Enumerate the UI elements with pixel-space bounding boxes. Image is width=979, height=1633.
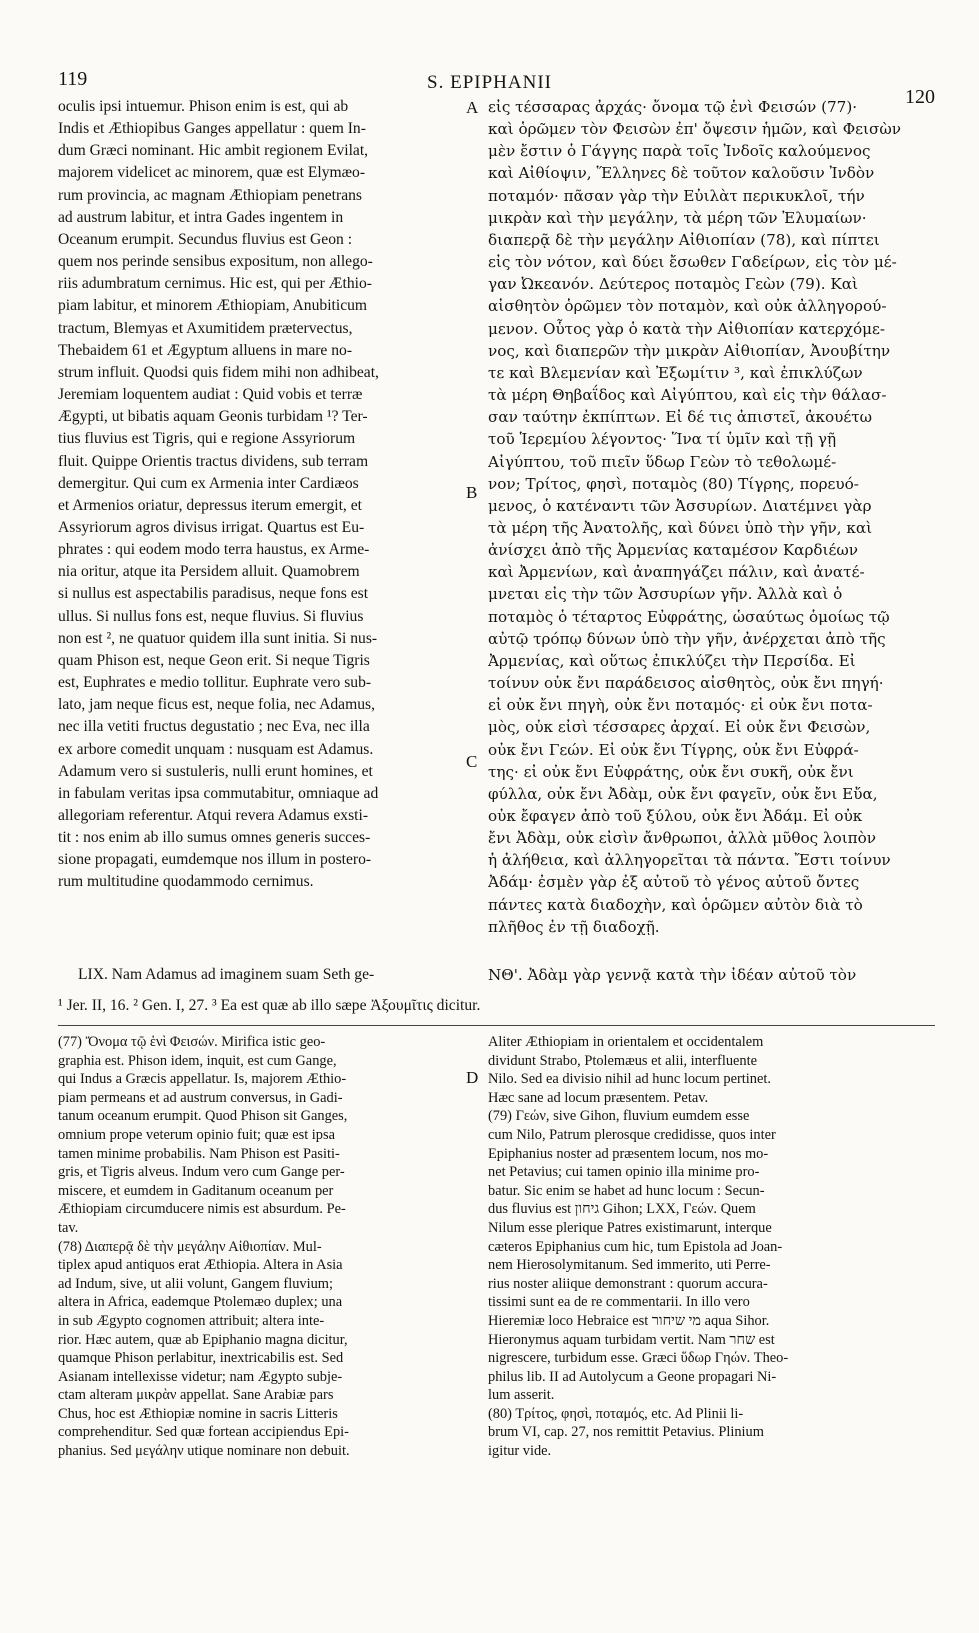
greek-text-line: διαπερᾷ δὲ τὴν μεγάλην Αἰθιοπίαν (78), καὶ πίπτει bbox=[488, 230, 880, 249]
latin-text-line: piam labitur, et minorem Æthiopiam, Anubiticum bbox=[58, 297, 368, 315]
latin-text-line: riis adumbratum cernimus. Hic est, qui per Æthio- bbox=[58, 275, 372, 293]
note-text-line: rius noster aliique demonstrant : quorum accura- bbox=[488, 1275, 768, 1292]
note-text-line: qui Indus a Græcis appellatur. Is, majorem Æthio- bbox=[58, 1071, 347, 1088]
latin-text-line: Thebaidem 61 et Ægyptum alluens in mare no- bbox=[58, 341, 353, 359]
note-text-line: Asianam intellexisse videtur; nam Ægypto subje- bbox=[58, 1368, 343, 1385]
latin-text-line: si nullus est aspectabilis paradisus, neque fons est bbox=[58, 585, 369, 603]
latin-text-line: nia oritur, atque ita Persidem alluit. Quamobrem bbox=[58, 563, 360, 581]
latin-text-line: lato, jam neque ficus est, neque folia, nec Adamus, bbox=[58, 696, 375, 714]
note-text-line: lum asserit. bbox=[488, 1387, 555, 1404]
note-text-line: Nilum esse plerique Patres existimarunt, interque bbox=[488, 1219, 772, 1236]
note-text-line: (79) Γεών, sive Gihon, fluvium eumdem esse bbox=[488, 1108, 750, 1125]
latin-text-line: sione propagati, eumdemque nos illum in postero- bbox=[58, 851, 372, 869]
greek-text-line: μὲν ἔστιν ὁ Γάγγης παρὰ τοῖς Ἰνδοῖς καλούμενος bbox=[488, 142, 871, 161]
latin-text-line: non est ², ne quatuor quidem illa sunt initia. Si nus- bbox=[58, 629, 378, 647]
latin-text-line: fluit. Quippe Orientis tractus dividens, sub terram bbox=[58, 452, 369, 470]
note-text-line: batur. Sic enim se habet ad hunc locum : Secun- bbox=[488, 1182, 765, 1199]
greek-text-line: της· εἰ οὐκ ἔνι Εὐφράτης, οὐκ ἔνι συκῆ, οὐκ ἔνι bbox=[488, 762, 854, 781]
latin-text-line: quem nos perinde sensibus expositum, non allego- bbox=[58, 253, 373, 271]
greek-text-line: Ἀρμενίας, καὶ οὕτως ἐπικλύζει τὴν Περσίδα. Εἰ bbox=[488, 651, 856, 670]
note-text-line: Aliter Æthiopiam in orientalem et occidentalem bbox=[488, 1034, 764, 1050]
notes-divider bbox=[58, 1025, 935, 1026]
note-text-line: tav. bbox=[58, 1219, 79, 1236]
greek-text-line: νον; Τρίτος, φησὶ, ποταμὸς (80) Τίγρης, πορευό- bbox=[488, 474, 859, 493]
margin-letter-c: C bbox=[466, 752, 478, 771]
greek-text-line: τὰ μέρη τῆς Ἀνατολῆς, καὶ δύνει ὑπὸ τὴν γῆν, καὶ bbox=[488, 518, 873, 537]
notes-left-column bbox=[58, 1033, 458, 1461]
note-text-line: ctam alteram μικρὰν appellat. Sane Arabiæ pars bbox=[58, 1387, 334, 1404]
running-head: S. EPIPHANII bbox=[427, 72, 552, 93]
greek-text-line: σαν ταύτην ἐκπίπτων. Εἰ δέ τις ἀπιστεῖ, ἀκουέτω bbox=[488, 408, 872, 427]
note-text-line: Epiphanius noster ad præsentem locum, nos mo- bbox=[488, 1145, 769, 1162]
latin-text-line: rum multitudine quodammodo cernimus. bbox=[58, 873, 314, 891]
greek-text-line: πάντες κατὰ διαδοχὴν, καὶ ὁρῶμεν αὐτὸν διὰ τὸ bbox=[488, 895, 863, 914]
note-text-line: philus lib. II ad Autolycum a Geone propagari Ni- bbox=[488, 1368, 777, 1385]
greek-text-line: τοίνυν οὐκ ἔνι παράδεισος αἰσθητὸς, οὐκ ἔνι πηγή· bbox=[488, 674, 884, 693]
note-text-line: miscere, et eumdem in Gaditanum oceanum per bbox=[58, 1182, 334, 1199]
note-text-line: igitur vide. bbox=[488, 1443, 552, 1460]
greek-text-line: εἰς τέσσαρας ἀρχάς· ὄνομα τῷ ἑνὶ Φεισών (77)· bbox=[488, 98, 858, 116]
note-text-line: (77) Ὄνομα τῷ ἑνὶ Φεισών. Mirifica istic geo- bbox=[58, 1034, 326, 1050]
greek-text-line: Αἰγύπτου, τοῦ πιεῖν ὕδωρ Γεὼν τὸ τεθολωμέ- bbox=[488, 452, 837, 471]
note-text-line: (78) Διαπερᾷ δὲ τὴν μεγάλην Αἰθιοπίαν. Mul- bbox=[58, 1238, 322, 1255]
greek-text-line: μνεται εἰς τὴν τῶν Ἀσσυρίων γῆν. Ἀλλὰ καὶ ὁ bbox=[488, 585, 843, 604]
note-text-line: Hæc sane ad locum præsentem. Petav. bbox=[488, 1089, 709, 1106]
note-text-line: altera in Africa, eademque Ptolemæo duplex; una bbox=[58, 1294, 343, 1311]
greek-text-line: καὶ ὁρῶμεν τὸν Φεισὼν ἐπ' ὄψεσιν ἡμῶν, καὶ Φεισὼν bbox=[488, 120, 901, 139]
latin-text-line: et Armenios oriatur, depressus iterum emergit, et bbox=[58, 496, 362, 514]
note-text-line: dividunt Strabo, Ptolemæus et alii, interfluente bbox=[488, 1052, 757, 1069]
latin-text-line: Ægypti, ut bibatis aquam Geonis turbidam ¹? Ter- bbox=[58, 408, 368, 426]
latin-text-line: tius fluvius est Tigris, qui e regione Assyriorum bbox=[58, 430, 356, 448]
note-text-line: piam permeans et ad austrum conversus, in Gadi- bbox=[58, 1089, 343, 1106]
note-text-line: Chus, hoc est Æthiopiæ nomine in sacris Litteris bbox=[58, 1405, 338, 1422]
latin-text-line: strum influit. Quodsi quis fidem mihi non adhibeat, bbox=[58, 363, 379, 381]
note-text-line: Hieremiæ loco Hebraice est מי שיחור aqua Sihor. bbox=[488, 1312, 770, 1329]
latin-text-line: phrates : qui eodem modo terra haustus, ex Arme- bbox=[58, 541, 370, 559]
note-text-line: quamque Phison perlabitur, inextricabilis est. Sed bbox=[58, 1350, 344, 1367]
latin-text-line: demergitur. Qui cum ex Armenia inter Cardiæos bbox=[58, 474, 359, 492]
greek-text-line: καὶ Ἀρμενίων, καὶ ἀναπηγάζει πάλιν, καὶ ἀνατέ- bbox=[488, 563, 865, 582]
note-text-line: graphia est. Phison idem, inquit, est cum Gange, bbox=[58, 1052, 337, 1069]
greek-text-line: καὶ Αἰθίοψιν, Ἕλληνες δὲ τοῦτον καλοῦσιν Ἰνδὸν bbox=[488, 164, 875, 183]
note-text-line: phanius. Sed μεγάλην utique nominare non debuit. bbox=[58, 1443, 350, 1460]
latin-text-line: est, Euphrates e medio tollitur. Euphrate vero sub- bbox=[58, 674, 372, 692]
note-text-line: rior. Hæc autem, quæ ab Epiphanio magna dicitur, bbox=[58, 1331, 348, 1348]
latin-text-line: Adamum vero si sustuleris, nulli erunt homines, et bbox=[58, 762, 373, 780]
note-text-line: tiplex apud antiquos erat Æthiopia. Altera in Asia bbox=[58, 1257, 343, 1274]
greek-text-line: ποταμόν· πᾶσαν γὰρ τὴν Εὐιλὰτ περικυκλοῖ, τήν bbox=[488, 186, 865, 205]
margin-letter-b: B bbox=[466, 483, 478, 502]
note-text-line: gris, et Tigris alveus. Indum vero cum Gange per- bbox=[58, 1164, 345, 1181]
note-text-line: dus fluvius est גיחון Gihon; LXX, Γεών. Quem bbox=[488, 1201, 756, 1218]
greek-text-line: αὐτῷ τρόπῳ δύνων ὑπὸ τὴν γῆν, ἀνέρχεται ἀπὸ τῆς bbox=[488, 629, 886, 648]
greek-text-line: μενος, ὁ κατέναντι τῶν Ἀσσυρίων. Διατέμνει γὰρ bbox=[488, 496, 872, 515]
latin-text-line: Assyriorum agros divisus irrigat. Quartus est Eu- bbox=[58, 518, 365, 536]
latin-text-line: tractum, Blemyas et Axumitidem prætervectus, bbox=[58, 319, 353, 337]
latin-text-line: nec illa vetiti fructus degustatio ; nec Eva, nec illa bbox=[58, 718, 370, 736]
latin-text-line: majorem videlicet ac minorem, quæ est Elymæo- bbox=[58, 164, 366, 182]
greek-text-line: μικρὰν καὶ τὴν μεγάλην, τὰ μέρη τῶν Ἐλυμαίων· bbox=[488, 208, 867, 227]
note-text-line: tissimi sunt ea de re commentarii. In illo vero bbox=[488, 1294, 750, 1311]
latin-text-line: ullus. Si nullus fons est, neque fluvius. Si fluvius bbox=[58, 607, 364, 625]
latin-section-lix: LIX. Nam Adamus ad imaginem suam Seth ge- bbox=[78, 966, 375, 983]
greek-text-line: ποταμὸς ὁ τέταρτος Εὐφράτης, ὡσαύτως ὁμοίως τῷ bbox=[488, 607, 890, 626]
greek-text-line: ἡ ἀλήθεια, καὶ ἀλληγορεῖται τὰ πάντα. Ἔστι τοίνυν bbox=[488, 851, 891, 870]
note-text-line: nem Hierosolymitanum. Sed immerito, uti Perre- bbox=[488, 1257, 771, 1274]
latin-text-line: quam Phison est, neque Geon erit. Si neque Tigris bbox=[58, 651, 370, 669]
note-text-line: omnium prope veterum opinio fuit; quæ est ipsa bbox=[58, 1126, 335, 1143]
greek-text-line: μενον. Οὗτος γὰρ ὁ κατὰ τὴν Αἰθιοπίαν κατερχόμε- bbox=[488, 319, 886, 338]
latin-text-line: Oceanum erumpit. Secundus fluvius est Geon : bbox=[58, 230, 353, 248]
greek-text-line: πλῆθος ἐν τῇ διαδοχῇ. bbox=[488, 917, 660, 936]
greek-text-line: τε καὶ Βλεμενίαν καὶ Ἐξωμίτιν ³, καὶ ἐπικλύζων bbox=[488, 363, 863, 382]
note-text-line: Æthiopiam circumducere nimis est absurdum. Pe- bbox=[58, 1201, 346, 1218]
note-text-line: nigrescere, turbidum esse. Græci ὕδωρ Γηών. Theo- bbox=[488, 1350, 789, 1367]
note-text-line: (80) Τρίτος, φησὶ, ποταμός, etc. Ad Plinii li- bbox=[488, 1405, 744, 1422]
latin-text-line: in fabulam veritas ipsa commutabitur, omniaque ad bbox=[58, 784, 379, 802]
note-text-line: net Petavius; cui tamen opinio illa minime pro- bbox=[488, 1164, 760, 1181]
greek-text-line: ἀνίσχει ἀπὸ τῆς Ἀρμενίας καταμέσον Καρδιέων bbox=[488, 541, 858, 560]
greek-text-line: τὰ μέρη Θηβαΐδος καὶ Αἰγύπτου, καὶ εἰς τὴν θάλασ- bbox=[488, 386, 887, 405]
note-text-line: brum VI, cap. 27, nos remittit Petavius. Plinium bbox=[488, 1424, 764, 1441]
greek-text-line: φύλλα, οὐκ ἔνι Ἀδὰμ, οὐκ ἔνι φαγεῖν, οὐκ ἔνι Εὔα, bbox=[488, 784, 878, 803]
latin-text-line: tit : nos enim ab illo sumus omnes generis succes- bbox=[58, 829, 371, 847]
note-text-line: ad Indum, sive, ut alii volunt, Gangem fluvium; bbox=[58, 1275, 333, 1292]
margin-letter-a: A bbox=[466, 98, 479, 117]
greek-main-column bbox=[488, 96, 912, 938]
footnote-references: ¹ Jer. II, 16. ² Gen. I, 27. ³ Ea est quæ ab illo sæpe Ἀξουμῖτις dicitur. bbox=[58, 997, 481, 1014]
note-text-line: Nilo. Sed ea divisio nihil ad hunc locum pertinet. bbox=[488, 1071, 771, 1088]
note-text-line: cæteros Epiphanius cum hic, tum Epistola ad Joan- bbox=[488, 1238, 783, 1255]
greek-text-line: οὐκ ἔφαγεν ἀπὸ τοῦ ξύλου, οὐκ ἔνι Ἀδάμ. Εἰ οὐκ bbox=[488, 807, 863, 825]
greek-text-line: τοῦ Ἱερεμίου λέγοντος· Ἵνα τί ὑμῖν καὶ τῇ γῇ bbox=[488, 430, 837, 449]
notes-right-column bbox=[488, 1033, 912, 1461]
greek-text-line: μὸς, οὐκ εἰσὶ τέσσαρες ἀρχαί. Εἰ οὐκ ἔνι Φεισὼν, bbox=[488, 718, 871, 737]
page-number-right: 120 bbox=[905, 86, 935, 108]
note-text-line: tanum oceanum erumpit. Quod Phison sit Ganges, bbox=[58, 1108, 348, 1125]
page-number-left: 119 bbox=[58, 68, 88, 90]
greek-text-line: νος, καὶ διαπερῶν τὴν μικρὰν Αἰθιοπίαν, Ἀνουβίτην bbox=[488, 341, 891, 360]
greek-text-line: Ἀδάμ· ἐσμὲν γὰρ ἐξ αὐτοῦ τὸ γένος αὐτοῦ ὄντες bbox=[488, 873, 860, 892]
note-text-line: tamen minime probabilis. Nam Phison est Pasiti- bbox=[58, 1145, 340, 1162]
latin-text-line: Indis et Æthiopibus Ganges appellatur : quem In- bbox=[58, 120, 366, 138]
note-text-line: comprehenditur. Sed quæ fortean accipiendus Epi- bbox=[58, 1424, 349, 1441]
note-text-line: Hieronymus aquam turbidam vertit. Nam שחר est bbox=[488, 1331, 775, 1348]
greek-text-line: αἰσθητὸν ὁρῶμεν τὸν ποταμὸν, καὶ οὐκ ἀλληγορού- bbox=[488, 297, 887, 316]
note-text-line: in sub Ægypto cognomen attribuit; altera inte- bbox=[58, 1312, 325, 1329]
margin-letter-d: D bbox=[466, 1068, 479, 1087]
greek-text-line: ἔνι Ἀδὰμ, οὐκ εἰσὶν ἄνθρωποι, ἀλλὰ μῦθος λοιπὸν bbox=[488, 829, 877, 848]
greek-text-line: εἰς τὸν νότον, καὶ δύει ἔσωθεν Γαδείρων, εἰς τὸν μέ- bbox=[488, 253, 897, 272]
latin-text-line: rum provincia, ac magnam Æthiopiam penetrans bbox=[58, 186, 362, 204]
greek-text-line: εἰ οὐκ ἔνι πηγὴ, οὐκ ἔνι ποταμός· εἰ οὐκ ἔνι ποτα- bbox=[488, 696, 873, 715]
greek-text-line: οὐκ ἔνι Γεών. Εἰ οὐκ ἔνι Τίγρης, οὐκ ἔνι Εὐφρά- bbox=[488, 740, 859, 759]
greek-section-ntheta: ΝΘ'. Ἀδὰμ γὰρ γεννᾷ κατὰ τὴν ἰδέαν αὐτοῦ τὸν bbox=[488, 966, 857, 984]
latin-text-line: allegoriam referentur. Atqui revera Adamus exsti- bbox=[58, 807, 369, 824]
latin-main-column bbox=[58, 96, 460, 894]
note-text-line: cum Nilo, Patrum plerosque credidisse, quos inter bbox=[488, 1126, 776, 1143]
latin-text-line: Jeremiam loquentem audiat : Quid vobis et terræ bbox=[58, 386, 363, 404]
latin-text-line: ad austrum labitur, et intra Gades ingentem in bbox=[58, 208, 344, 226]
latin-text-line: oculis ipsi intuemur. Phison enim is est, qui ab bbox=[58, 98, 349, 115]
latin-text-line: dum Græci nominant. Hic ambit regionem Evilat, bbox=[58, 142, 369, 160]
latin-text-line: ex arbore comedit unquam : nusquam est Adamus. bbox=[58, 740, 374, 758]
greek-text-line: γαν Ὠκεανόν. Δεύτερος ποταμὸς Γεὼν (79). Καὶ bbox=[488, 275, 858, 294]
